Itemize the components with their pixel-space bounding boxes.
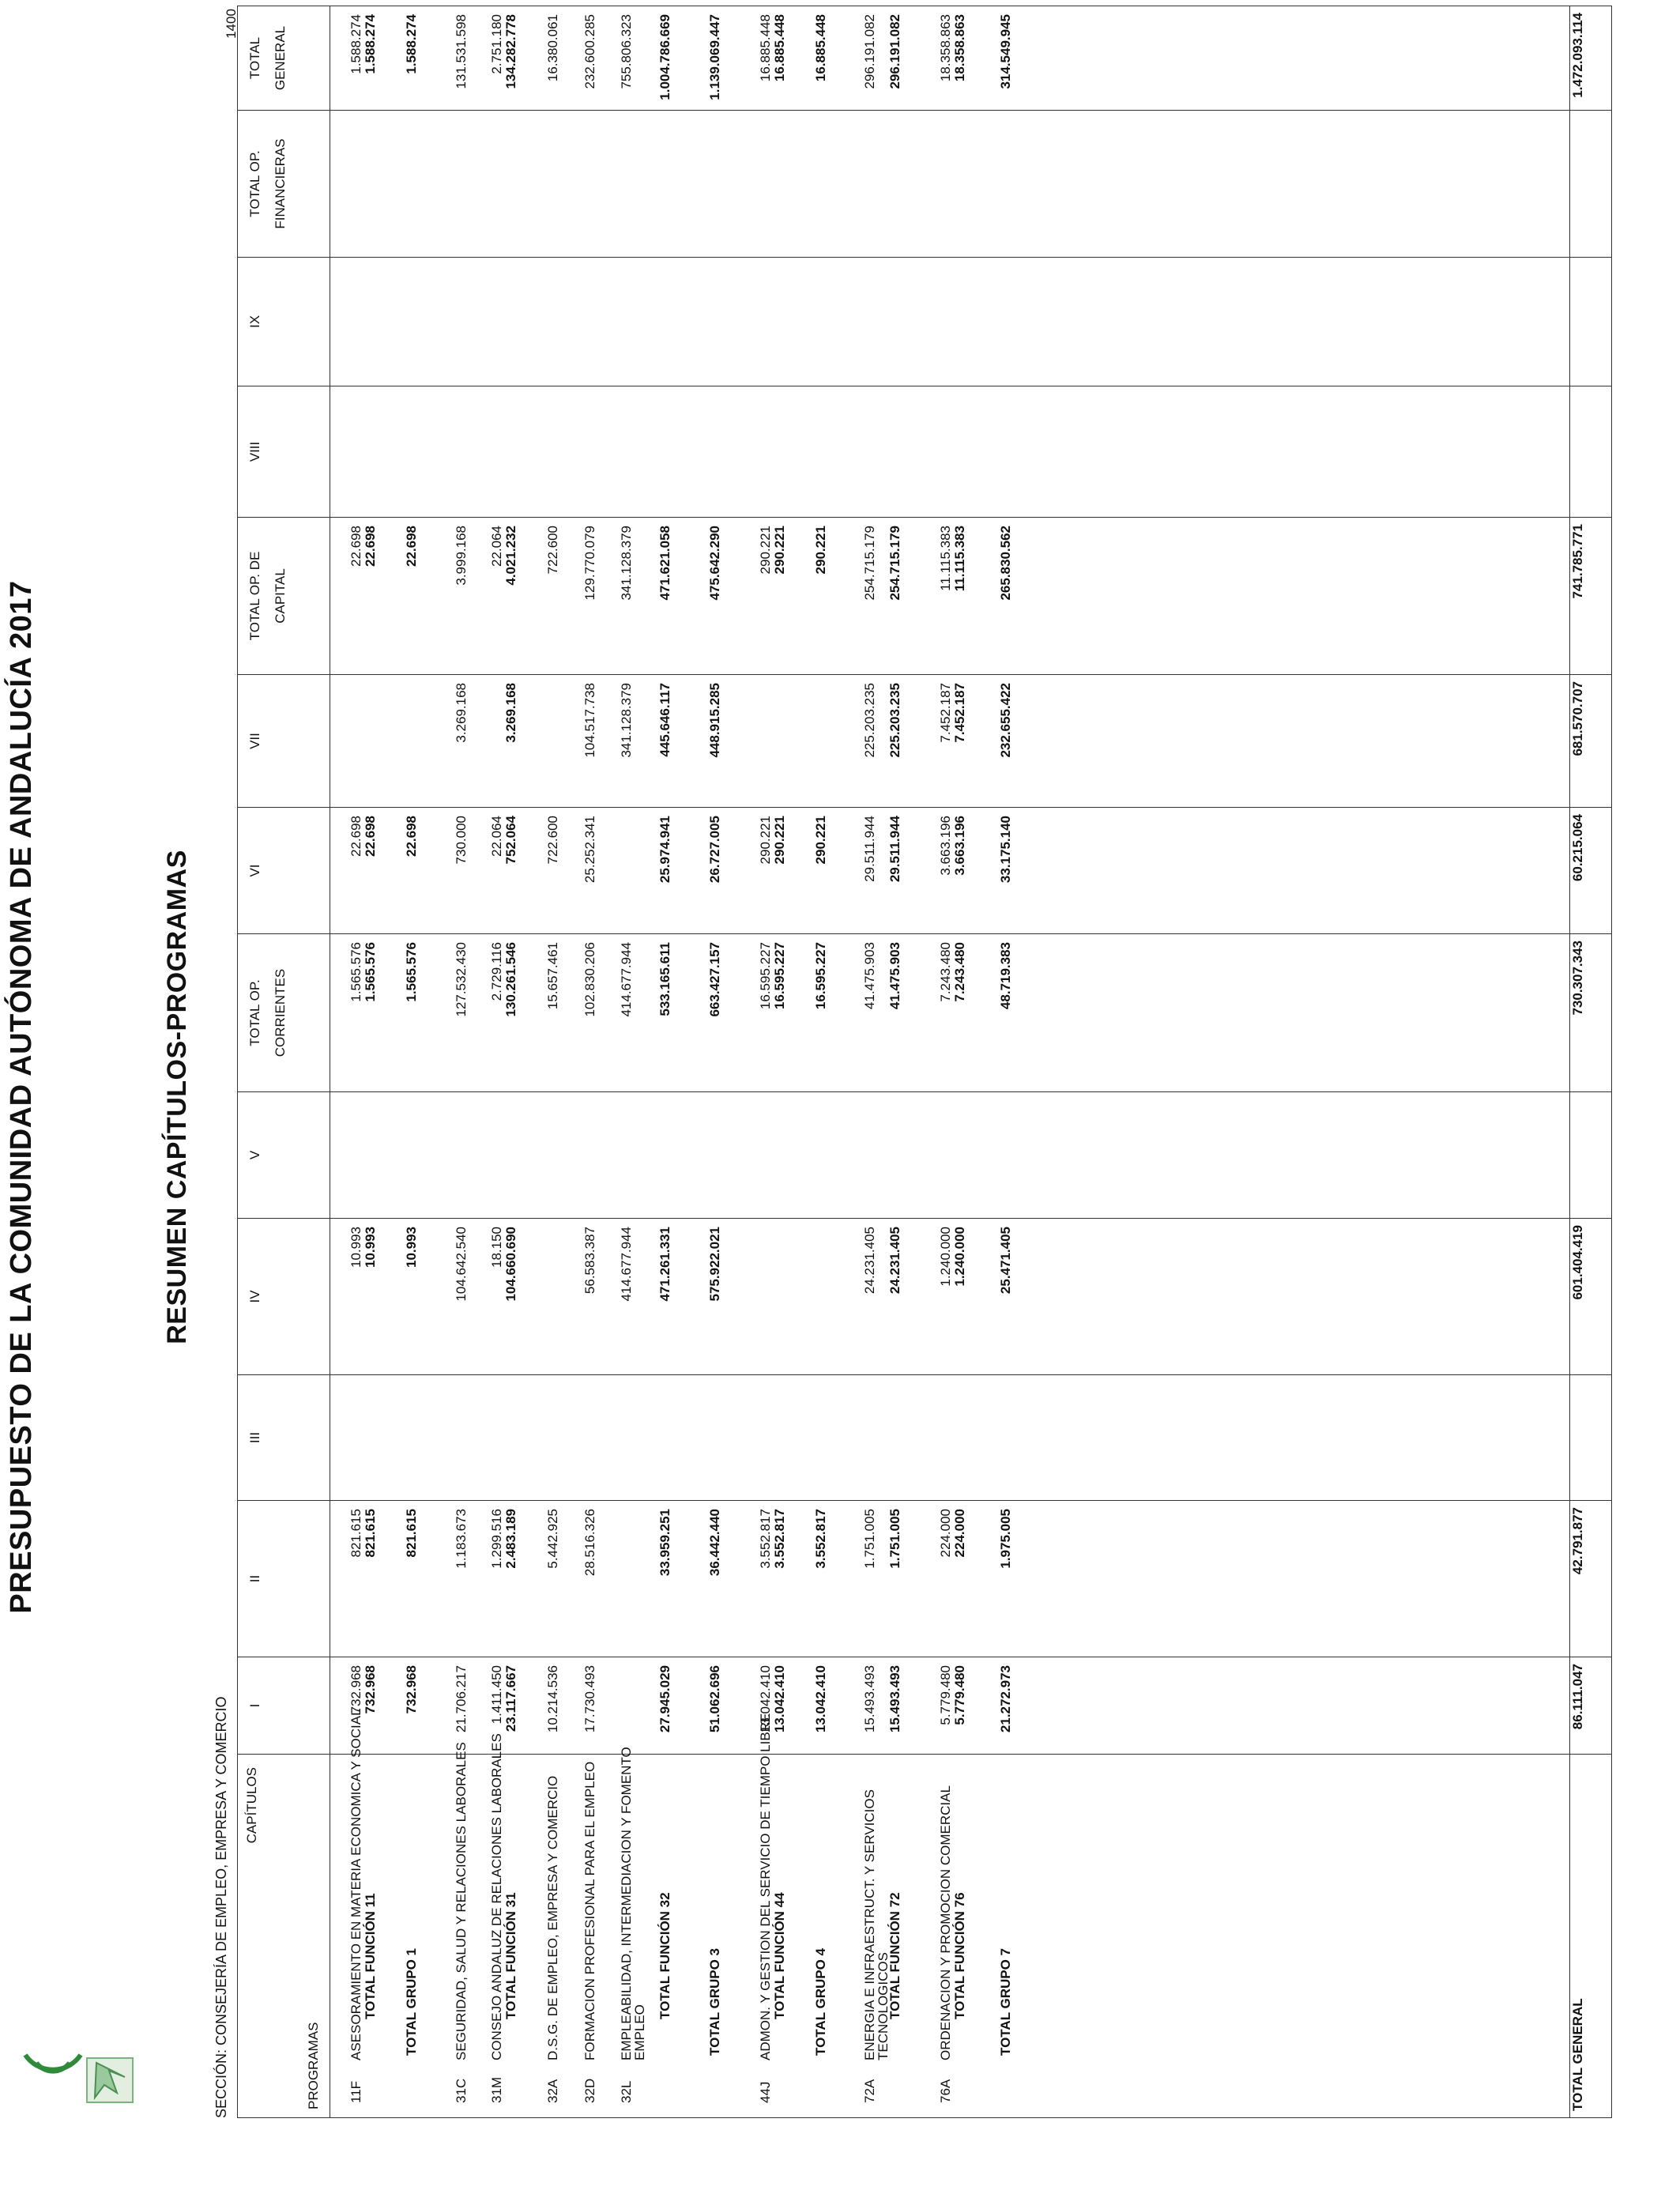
total-general-i: 86.111.047: [1570, 1657, 1612, 1755]
value-i: 732.968: [404, 1665, 419, 1714]
value-iv: 104.642.540: [454, 1227, 469, 1302]
value-tg: 1.588.274: [363, 14, 378, 74]
program-code: 32A: [545, 2079, 560, 2103]
program-code: 31C: [454, 2078, 469, 2103]
junta-de-andalucia-logo: [17, 2047, 136, 2118]
value-vii: 341.128.379: [619, 683, 634, 758]
header-total-general: TOTAL GENERAL: [238, 6, 330, 111]
total-general-financieras: [1570, 111, 1612, 258]
value-ii: 224.000: [938, 1509, 953, 1558]
value-iv: 10.993: [404, 1227, 419, 1268]
total-general-ii: 42.791.877: [1570, 1501, 1612, 1657]
value-vi: 22.698: [363, 816, 378, 857]
value-i: 21.272.973: [998, 1665, 1013, 1733]
value-i: 5.779.480: [952, 1665, 967, 1725]
group-total-label: TOTAL GRUPO 7: [998, 1947, 1013, 2056]
value-tok: 290.221: [813, 526, 828, 575]
value-tg: 755.806.323: [619, 14, 634, 89]
value-i: 51.062.696: [707, 1665, 722, 1733]
total-general-capital: 741.785.771: [1570, 518, 1612, 675]
value-vi: 290.221: [813, 816, 828, 865]
value-tg: 1.004.786.669: [657, 14, 672, 100]
header-cap-ix: IX: [238, 258, 330, 386]
total-general-label: TOTAL GENERAL: [1570, 1755, 1612, 2118]
value-toc: 7.243.480: [952, 942, 967, 1002]
program-code: 32L: [619, 2080, 634, 2103]
value-iv: 104.660.690: [503, 1227, 518, 1302]
program-name: ORDENACION Y PROMOCION COMERCIAL: [938, 1785, 953, 2060]
value-tok: 129.770.079: [582, 526, 597, 601]
column-total-capital: [330, 518, 1570, 675]
value-ii: 5.442.925: [545, 1509, 560, 1569]
value-vi: 22.064: [489, 816, 504, 857]
value-iv: 471.261.331: [657, 1227, 672, 1302]
value-vi: 25.974.941: [657, 816, 672, 884]
value-toc: 16.595.227: [772, 942, 787, 1010]
column-vii: [330, 675, 1570, 808]
total-general-vi: 60.215.064: [1570, 808, 1612, 934]
header-cap-vi: VI: [238, 808, 330, 934]
column-total-general: [330, 6, 1570, 111]
value-iv: 1.240.000: [952, 1227, 967, 1287]
value-iv: 414.677.944: [619, 1227, 634, 1302]
header-total-financieras: TOTAL OP. FINANCIERAS: [238, 111, 330, 258]
value-ii: 1.975.005: [998, 1509, 1013, 1569]
value-vii: 445.646.117: [657, 683, 672, 757]
value-vii: 104.517.738: [582, 683, 597, 758]
header-cap-i: I: [238, 1657, 330, 1755]
program-code: 31M: [489, 2076, 504, 2103]
value-toc: 663.427.157: [707, 942, 722, 1017]
value-iv: 10.993: [363, 1227, 378, 1268]
value-tok: 254.715.179: [862, 526, 877, 601]
total-general-iv: 601.404.419: [1570, 1219, 1612, 1375]
value-ii: 821.615: [363, 1509, 378, 1558]
program-code: 76A: [938, 2079, 953, 2103]
value-ii: 224.000: [952, 1509, 967, 1558]
value-i: 21.706.217: [454, 1665, 469, 1733]
value-ii: 3.552.817: [813, 1509, 828, 1569]
header-total-capital: TOTAL OP. DE CAPITAL: [238, 518, 330, 675]
value-vii: 225.203.235: [862, 683, 877, 758]
total-general-iii: [1570, 1375, 1612, 1501]
program-code: 32D: [582, 2078, 597, 2103]
value-toc: 127.532.430: [454, 942, 469, 1017]
value-vi: 730.000: [454, 816, 469, 865]
group-total-label: TOTAL GRUPO 3: [707, 1947, 722, 2056]
header-cap-vii: VII: [238, 675, 330, 808]
value-ii: 1.751.005: [862, 1509, 877, 1569]
value-vi: 22.698: [348, 816, 363, 857]
program-name: ASESORAMIENTO EN MATERIA ECONOMICA Y SOCIAL: [348, 1708, 363, 2060]
value-ii: 28.516.326: [582, 1509, 597, 1577]
function-total-label: TOTAL FUNCIÓN 44: [772, 1892, 787, 2019]
column-total-corrientes: [330, 934, 1570, 1092]
value-toc: 533.165.611: [657, 942, 672, 1016]
value-i: 15.493.493: [887, 1665, 902, 1733]
value-tg: 232.600.285: [582, 14, 597, 89]
value-tok: 11.115.383: [952, 526, 967, 592]
value-i: 27.945.029: [657, 1665, 672, 1733]
function-total-label: TOTAL FUNCIÓN 11: [363, 1893, 378, 2019]
value-toc: 15.657.461: [545, 942, 560, 1010]
value-vii: 3.269.168: [454, 683, 469, 743]
value-ii: 3.552.817: [758, 1509, 773, 1569]
program-name-continued: TECNOLOGICOS: [876, 1952, 891, 2060]
function-total-label: TOTAL FUNCIÓN 32: [657, 1892, 672, 2019]
programs-body: [330, 6, 1570, 2118]
header-cap-v: V: [238, 1092, 330, 1219]
program-name: ENERGIA E INFRAESTRUCT. Y SERVICIOS: [862, 1789, 877, 2060]
value-ii: 2.483.189: [503, 1509, 518, 1569]
header-programas-capitulos: [238, 1755, 330, 2118]
header-cap-iv: IV: [238, 1219, 330, 1375]
column-ix: [330, 258, 1570, 386]
value-ii: 1.751.005: [887, 1509, 902, 1569]
value-tg: 1.139.069.447: [707, 14, 722, 100]
total-general-viii: [1570, 386, 1612, 518]
column-total-financieras: [330, 111, 1570, 258]
value-vi: 290.221: [772, 816, 787, 865]
total-general-vii: 681.570.707: [1570, 675, 1612, 808]
program-name: EMPLEABILIDAD, INTERMEDIACION Y FOMENTO: [619, 1747, 634, 2060]
document-subtitle: RESUMEN CAPÍTULOS-PROGRAMAS: [162, 850, 192, 1344]
value-tok: 22.064: [489, 526, 504, 567]
value-tok: 265.830.562: [998, 526, 1013, 601]
value-tg: 1.588.274: [404, 14, 419, 74]
header-cap-viii: VIII: [238, 386, 330, 518]
value-tg: 2.751.180: [489, 14, 504, 74]
value-tok: 4.021.232: [503, 526, 518, 586]
value-vi: 722.600: [545, 816, 560, 865]
document-title: PRESUPUESTO DE LA COMUNIDAD AUTÓNOMA DE ANDALUCÍA 2017: [5, 580, 38, 1614]
value-vi: 33.175.140: [998, 816, 1013, 884]
value-toc: 414.677.944: [619, 942, 634, 1017]
value-i: 13.042.410: [813, 1665, 828, 1733]
value-toc: 41.475.903: [887, 942, 902, 1010]
program-name: ADMON. Y GESTION DEL SERVICIO DE TIEMPO LIBRE: [758, 1713, 773, 2060]
value-tg: 16.885.448: [758, 14, 773, 82]
value-tok: 22.698: [348, 526, 363, 567]
value-tok: 722.600: [545, 526, 560, 575]
value-vii: 7.452.187: [952, 683, 967, 743]
column-iii: [330, 1375, 1570, 1501]
value-tg: 16.885.448: [813, 14, 828, 82]
value-tok: 341.128.379: [619, 526, 634, 601]
value-tok: 290.221: [772, 526, 787, 575]
program-code: 44J: [758, 2081, 773, 2103]
value-ii: 1.183.673: [454, 1509, 469, 1569]
value-i: 732.968: [348, 1665, 363, 1714]
total-general-ix: [1570, 258, 1612, 386]
value-vi: 3.663.196: [952, 816, 967, 876]
value-vi: 29.511.944: [862, 816, 877, 882]
value-tok: 3.999.168: [454, 526, 469, 586]
value-tg: 1.588.274: [348, 14, 363, 74]
value-i: 13.042.410: [758, 1665, 773, 1733]
value-iv: 18.150: [489, 1227, 504, 1268]
group-total-label: TOTAL GRUPO 4: [813, 1947, 828, 2056]
value-tg: 134.282.778: [503, 14, 518, 89]
value-vi: 26.727.005: [707, 816, 722, 884]
column-i: [330, 1657, 1570, 1755]
value-toc: 130.261.546: [503, 942, 518, 1017]
program-name: D.S.G. DE EMPLEO, EMPRESA Y COMERCIO: [545, 1775, 560, 2060]
function-total-label: TOTAL FUNCIÓN 31: [503, 1892, 518, 2019]
value-toc: 41.475.903: [862, 942, 877, 1010]
value-tg: 16.380.061: [545, 14, 560, 82]
value-tg: 314.549.945: [998, 14, 1013, 89]
column-ii: [330, 1501, 1570, 1657]
value-vi: 25.252.341: [582, 816, 597, 884]
value-i: 13.042.410: [772, 1665, 787, 1733]
value-vi: 290.221: [758, 816, 773, 865]
section-label: SECCIÓN: CONSEJERÍA DE EMPLEO, EMPRESA Y COMERCIO: [213, 1696, 229, 2118]
column-programas: [330, 1708, 1570, 2118]
header-programas: PROGRAMAS: [306, 2022, 321, 2109]
value-ii: 821.615: [348, 1509, 363, 1558]
value-tg: 18.358.863: [938, 14, 953, 82]
section-code: 1400: [224, 9, 239, 39]
value-iv: 575.922.021: [707, 1227, 722, 1302]
value-tok: 22.698: [404, 526, 419, 567]
value-toc: 2.729.116: [489, 942, 504, 1001]
value-iv: 24.231.405: [862, 1227, 877, 1295]
total-general-v: [1570, 1092, 1612, 1219]
column-iv: [330, 1219, 1570, 1375]
value-i: 10.214.536: [545, 1665, 560, 1733]
value-tok: 475.642.290: [707, 526, 722, 601]
value-tg: 296.191.082: [862, 14, 877, 89]
value-toc: 16.595.227: [758, 942, 773, 1010]
header-cap-ii: II: [238, 1501, 330, 1657]
value-toc: 102.830.206: [582, 942, 597, 1017]
value-toc: 16.595.227: [813, 942, 828, 1010]
value-vii: 232.655.422: [998, 683, 1013, 758]
value-tg: 18.358.863: [952, 14, 967, 82]
value-tg: 131.531.598: [454, 14, 469, 89]
program-name: SEGURIDAD, SALUD Y RELACIONES LABORALES: [454, 1742, 469, 2060]
value-ii: 1.299.516: [489, 1509, 504, 1569]
value-ii: 821.615: [404, 1509, 419, 1558]
value-toc: 7.243.480: [938, 942, 953, 1002]
value-vi: 3.663.196: [938, 816, 953, 876]
value-tok: 471.621.058: [657, 526, 672, 601]
value-i: 23.117.667: [503, 1665, 518, 1732]
value-i: 1.411.450: [489, 1665, 504, 1725]
total-general-total: 1.472.093.114: [1570, 6, 1612, 111]
value-toc: 1.565.576: [348, 942, 363, 1002]
budget-table: [237, 6, 1612, 2118]
value-iv: 10.993: [348, 1227, 363, 1268]
value-iv: 56.583.387: [582, 1227, 597, 1295]
value-tok: 22.698: [363, 526, 378, 567]
value-i: 17.730.493: [582, 1665, 597, 1733]
program-name: FORMACION PROFESIONAL PARA EL EMPLEO: [582, 1761, 597, 2060]
value-ii: 3.552.817: [772, 1509, 787, 1569]
program-name-continued: EMPLEO: [632, 2004, 647, 2060]
value-vi: 22.698: [404, 816, 419, 857]
value-i: 5.779.480: [938, 1665, 953, 1725]
total-general-row: [1570, 6, 1612, 2118]
header-cap-iii: III: [238, 1375, 330, 1501]
header-total-corrientes: TOTAL OP. CORRIENTES: [238, 934, 330, 1092]
value-iv: 24.231.405: [887, 1227, 902, 1295]
group-total-label: TOTAL GRUPO 1: [404, 1947, 419, 2056]
column-viii: [330, 386, 1570, 518]
value-toc: 1.565.576: [404, 942, 419, 1002]
value-toc: 1.565.576: [363, 942, 378, 1002]
total-general-corrientes: 730.307.343: [1570, 934, 1612, 1092]
value-i: 15.493.493: [862, 1665, 877, 1733]
function-total-label: TOTAL FUNCIÓN 72: [887, 1892, 902, 2019]
value-toc: 48.719.383: [998, 942, 1013, 1010]
value-vii: 7.452.187: [938, 683, 953, 743]
value-vii: 3.269.168: [503, 683, 518, 743]
function-total-label: TOTAL FUNCIÓN 76: [952, 1892, 967, 2019]
value-iv: 25.471.405: [998, 1227, 1013, 1295]
value-iv: 1.240.000: [938, 1227, 953, 1287]
column-v: [330, 1092, 1570, 1219]
value-vi: 29.511.944: [887, 816, 902, 883]
value-tg: 296.191.082: [887, 14, 902, 89]
header-capitulos: CAPÍTULOS: [244, 1767, 259, 1844]
value-vii: 448.915.285: [707, 683, 722, 758]
program-code: 72A: [862, 2079, 877, 2103]
value-tg: 16.885.448: [772, 14, 787, 82]
value-ii: 33.959.251: [657, 1509, 672, 1577]
value-tok: 11.115.383: [938, 526, 953, 591]
value-i: 732.968: [363, 1665, 378, 1714]
value-vii: 225.203.235: [887, 683, 902, 758]
column-vi: [330, 808, 1570, 934]
value-tok: 290.221: [758, 526, 773, 575]
value-vi: 752.064: [503, 816, 518, 865]
program-code: 11F: [348, 2080, 363, 2103]
value-tok: 254.715.179: [887, 526, 902, 601]
value-ii: 36.442.440: [707, 1509, 722, 1577]
program-name: CONSEJO ANDALUZ DE RELACIONES LABORALES: [489, 1733, 504, 2060]
